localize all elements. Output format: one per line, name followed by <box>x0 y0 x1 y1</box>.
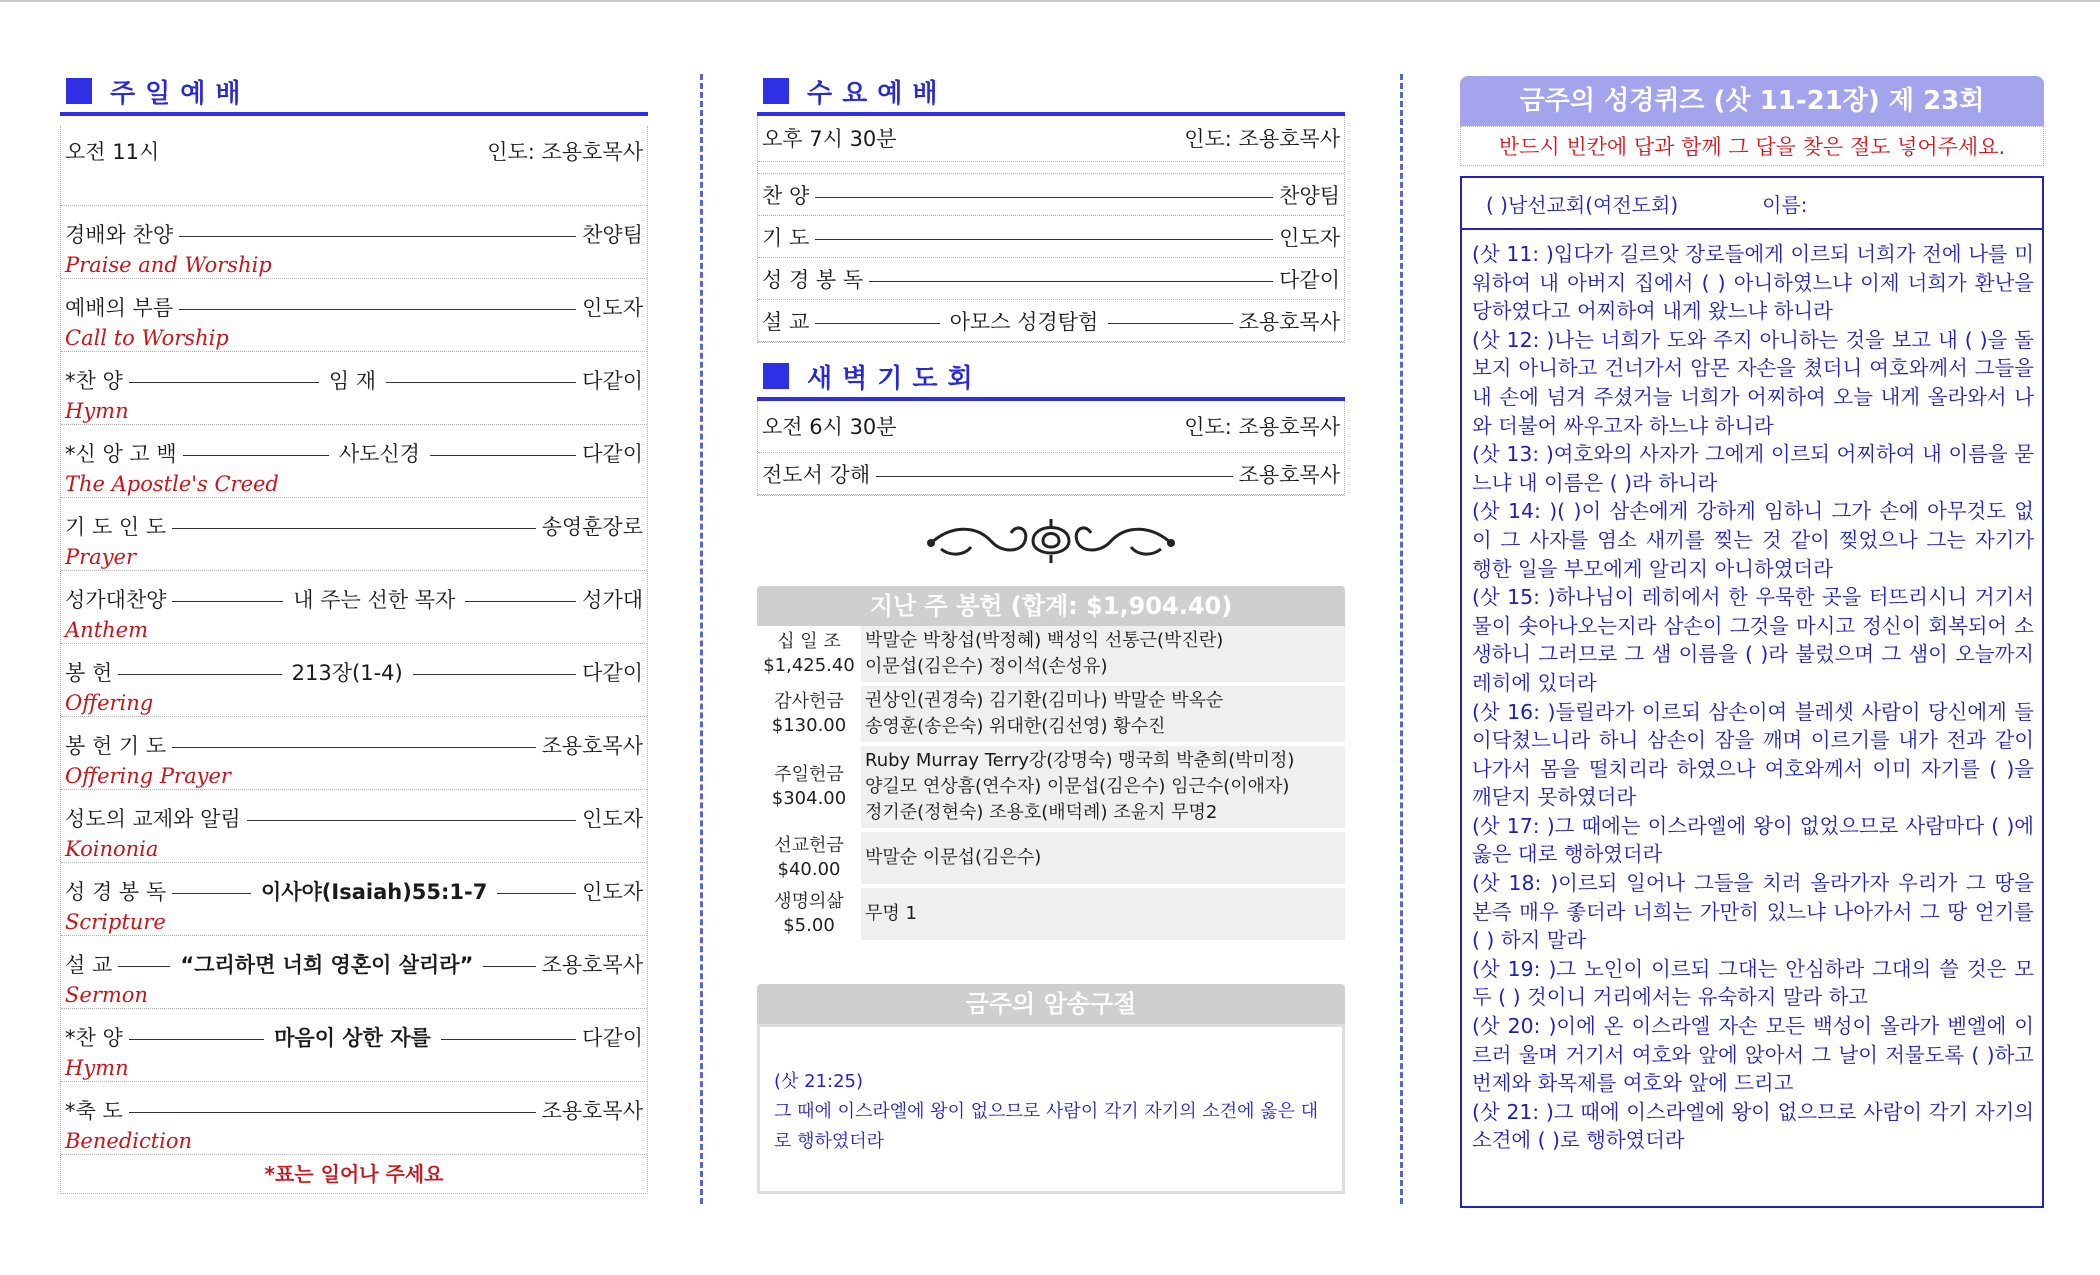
order-item <box>61 498 647 571</box>
order-item <box>758 174 1344 216</box>
order-detail: 임 재 <box>328 369 377 393</box>
memory-ref: (삿 21:25) <box>774 1071 864 1092</box>
dawn-order-box <box>757 401 1345 496</box>
sunday-order-box <box>60 126 648 1194</box>
order-label: 경배와 찬양 <box>65 223 174 247</box>
flourish-icon <box>921 511 1181 571</box>
order-person: 조용호목사 <box>541 734 643 758</box>
leader-line <box>413 674 576 675</box>
order-english: Praise and Worship <box>65 253 272 277</box>
square-bullet-icon <box>763 78 789 104</box>
donor-line: 박말순 이문섭(김은수) <box>865 847 1042 868</box>
quiz-title: 금주의 성경퀴즈 (삿 11-21장) 제 23회 <box>1460 76 2044 126</box>
order-line <box>65 946 643 982</box>
dawn-leader: 인도: 조용호목사 <box>1184 415 1340 439</box>
quiz-question: (삿 17: )그 때에는 이스라엘에 왕이 없었으므로 사람마다 ( )에 옳은 대로 행하였더라 <box>1472 813 2034 867</box>
order-english: Anthem <box>65 618 148 642</box>
order-person: 다같이 <box>582 661 644 685</box>
order-detail: 아모스 성경탐험 <box>949 310 1099 334</box>
order-person: 다같이 <box>582 1026 644 1050</box>
order-line <box>762 258 1340 300</box>
quiz-question: (삿 13: )여호와의 사자가 그에게 이르되 어찌하여 내 이름을 묻느냐 내 이름은 ( )라 하니라 <box>1472 442 2034 495</box>
memory-text: 그 때에 이스라엘에 왕이 없으므로 사람이 각기 자기의 소견에 옳은 대로 행하였더라 <box>774 1101 1319 1152</box>
wednesday-leader: 인도: 조용호목사 <box>1184 127 1340 151</box>
offering-label: 생명의삶 <box>774 891 844 912</box>
order-label: 봉 헌 기 도 <box>65 734 167 758</box>
order-person: 다같이 <box>582 369 644 393</box>
offering-row <box>757 626 1345 684</box>
quiz-question: (삿 14: )( )이 삼손에게 강하게 임하니 그가 손에 아무것도 없이 그 사자를 염소 새끼를 찢는 것 같이 찢었으나 그는 자기가 행한 일을 부모에게 알리지 아니하였더라 <box>1472 499 2034 581</box>
order-person: 조용호목사 <box>541 953 643 977</box>
leader-line <box>129 1039 264 1040</box>
offering-amount: $40.00 <box>777 859 841 880</box>
leader-line <box>172 601 283 602</box>
quiz-questions <box>1462 230 2042 1155</box>
order-label: 설 교 <box>762 310 810 334</box>
order-item <box>61 863 647 936</box>
offering-category <box>757 744 861 830</box>
order-person: 인도자 <box>582 880 644 904</box>
order-person: 인도자 <box>582 296 643 320</box>
offering-names <box>861 886 1345 942</box>
order-line <box>65 508 643 544</box>
order-person: 찬양팀 <box>1279 184 1340 208</box>
order-english: Hymn <box>65 1056 129 1080</box>
leader-line <box>129 1112 536 1113</box>
offering-category <box>757 626 861 684</box>
offering-table <box>757 626 1345 944</box>
order-item <box>758 258 1344 300</box>
leader-line <box>129 382 319 383</box>
offering-row <box>757 684 1345 744</box>
church-group-field[interactable]: ( )남선교회(여전도회) <box>1486 192 1679 217</box>
quiz-question: (삿 11: )입다가 길르앗 장로들에게 이르되 너희가 전에 나를 미워하여 내 아버지 집에서 ( ) 아니하였느냐 이제 너희가 환난을 당하였다고 어찌하여 내게 왔느냐 하니라 <box>1472 242 2034 324</box>
memory-title: 금주의 암송구절 <box>757 984 1345 1024</box>
leader-line <box>118 966 170 967</box>
offering-names <box>861 626 1345 684</box>
quiz-question: (삿 21: )그 때에 이스라엘에 왕이 없으므로 사람이 각기 자기의 소견에 ( )로 행하였더라 <box>1472 1099 2034 1153</box>
order-label: *찬 양 <box>65 1026 123 1050</box>
order-item <box>61 936 647 1009</box>
dawn-time: 오전 6시 30분 <box>762 415 897 439</box>
order-line <box>65 362 643 398</box>
order-line <box>65 581 643 617</box>
leader-line <box>465 601 576 602</box>
wednesday-order-list <box>758 174 1344 342</box>
leader-line <box>869 281 1273 282</box>
wednesday-order-box <box>757 116 1345 343</box>
sunday-time-row <box>61 126 647 206</box>
offering-amount: $130.00 <box>771 715 847 736</box>
leader-line <box>247 820 577 821</box>
standing-note: *표는 일어나 주세요 <box>264 1162 444 1186</box>
offering-row <box>757 830 1345 886</box>
order-item <box>61 571 647 644</box>
order-label: *신 앙 고 백 <box>65 442 177 466</box>
leader-line <box>172 528 535 529</box>
wednesday-column <box>757 70 1345 1194</box>
spacer-row <box>758 162 1344 174</box>
leader-line <box>497 893 576 894</box>
order-item <box>758 300 1344 342</box>
order-english: Koinonia <box>65 837 159 861</box>
order-item <box>61 279 647 352</box>
leader-line <box>441 1039 576 1040</box>
order-english: Benediction <box>65 1129 193 1153</box>
offering-names <box>861 830 1345 886</box>
quiz-info-row <box>1462 178 2042 230</box>
offering-amount: $5.00 <box>783 915 835 936</box>
order-english: Hymn <box>65 399 129 423</box>
square-bullet-icon <box>763 363 789 389</box>
order-label: 성 경 봉 독 <box>762 268 864 292</box>
donor-line: Ruby Murray Terry강(강명숙) 맹국희 박춘희(박미정) <box>865 750 1295 771</box>
order-person: 다같이 <box>582 442 643 466</box>
dawn-title: 새벽기도회 <box>757 355 1345 401</box>
quiz-question: (삿 15: )하나님이 레히에서 한 우묵한 곳을 터뜨리시니 거기서 물이 솟아나오는지라 삼손이 그것을 마시고 정신이 회복되어 소생하니 그러므로 그 샘 이름을 ( )라 불렀으며 그 샘이 오늘까지 레히에 있더라 <box>1472 585 2034 695</box>
quiz-question: (삿 20: )이에 온 이스라엘 자손 모든 백성이 올라가 벧엘에 이르러 울며 거기서 여호와 앞에 앉아서 그 날이 저물도록 ( )하고 번제와 화목제를 여호와 앞에 드리고 <box>1472 1014 2034 1096</box>
leader-line <box>172 893 251 894</box>
leader-line <box>815 197 1273 198</box>
sunday-title: 주일예배 <box>60 70 648 116</box>
offering-row <box>757 744 1345 830</box>
dawn-item-row: 전도서 강해 조용호목사 <box>758 453 1344 495</box>
donor-line: 이문섭(김은수) 정이석(손성유) <box>865 656 1108 677</box>
leader-line <box>179 309 576 310</box>
leader-line <box>172 747 535 748</box>
offering-category <box>757 886 861 942</box>
order-line <box>762 300 1340 342</box>
order-label: 성도의 교제와 알림 <box>65 807 241 831</box>
order-item <box>758 216 1344 258</box>
order-item <box>61 425 647 498</box>
leader-line <box>118 674 281 675</box>
order-item <box>61 644 647 717</box>
quiz-answer-box <box>1460 176 2044 1208</box>
order-label: *축 도 <box>65 1099 123 1123</box>
offering-label: 주일헌금 <box>774 764 844 785</box>
order-item <box>61 352 647 425</box>
wednesday-time: 오후 7시 30분 <box>762 127 897 151</box>
order-line <box>65 1092 643 1128</box>
order-line <box>65 1019 643 1055</box>
leader-line <box>179 236 576 237</box>
order-item <box>61 206 647 279</box>
leader-line <box>1108 323 1232 324</box>
order-label: 기 도 <box>762 226 810 250</box>
order-detail: 내 주는 선한 목자 <box>293 588 456 612</box>
wednesday-title: 수요예배 <box>757 70 1345 116</box>
order-person: 찬양팀 <box>582 223 643 247</box>
sunday-order-list <box>61 206 647 1155</box>
quiz-question: (삿 12: )나는 너희가 도와 주지 아니하는 것을 보고 내 ( )을 돌보지 아니하고 건너가서 암몬 자손을 쳤더니 여호와께서 그들을 내 손에 넘겨 주셨거늘 너희가 어찌하여 오늘 내게 올라와서 나와 더불어 싸우고자 하느냐 하니라 <box>1472 327 2034 438</box>
donor-line: 권상인(권경숙) 김기환(김미나) 박말순 박옥순 <box>865 690 1224 711</box>
order-english: Offering <box>65 691 154 715</box>
quiz-question: (삿 19: )그 노인이 이르되 그대는 안심하라 그대의 쓸 것은 모두 ( ) 것이니 거리에서는 유숙하지 말라 하고 <box>1472 956 2034 1010</box>
order-line <box>65 216 643 252</box>
offering-names <box>861 744 1345 830</box>
order-english: Call to Worship <box>65 326 229 350</box>
offering-label: 감사헌금 <box>774 691 844 712</box>
order-line <box>65 654 643 690</box>
square-bullet-icon <box>66 78 92 104</box>
order-line <box>65 727 643 763</box>
offering-amount: $304.00 <box>771 788 847 809</box>
leader-line <box>386 382 576 383</box>
quiz-question: (삿 18: )이르되 일어나 그들을 치러 올라가자 우리가 그 땅을 본즉 매우 좋더라 너희는 가만히 있느냐 나아가서 그 땅 얻기를 ( ) 하지 말라 <box>1472 871 2034 953</box>
leader-line <box>815 239 1273 240</box>
donor-line: 박말순 박창섭(박정혜) 백성익 선통근(박진란) <box>865 630 1224 651</box>
order-label: 찬 양 <box>762 184 810 208</box>
order-person: 다같이 <box>1279 268 1340 292</box>
offering-label: 십 일 조 <box>777 631 841 652</box>
donor-line: 송영훈(송은숙) 위대한(김선영) 황수진 <box>865 716 1166 737</box>
order-person: 조용호목사 <box>1238 310 1340 334</box>
order-line <box>65 873 643 909</box>
order-line <box>762 216 1340 258</box>
quiz-question: (삿 16: )들릴라가 이르되 삼손이여 블레셋 사람이 당신에게 들이닥쳤느니라 하니 삼손이 잠을 깨며 이르기를 내가 전과 같이 나가서 몸을 떨치리라 하였으나 여호와께서 이미 자기를 ( )을 깨닫지 못하였더라 <box>1472 699 2034 810</box>
order-label: 예배의 부름 <box>65 296 174 320</box>
order-line <box>65 800 643 836</box>
donor-line: 정기준(정현숙) 조용호(배덕례) 조윤지 무명2 <box>865 802 1218 823</box>
order-label: 기 도 인 도 <box>65 515 167 539</box>
offering-row <box>757 886 1345 942</box>
leader-line <box>815 323 939 324</box>
order-item <box>61 1082 647 1155</box>
memory-verse-box <box>757 1024 1345 1194</box>
column-divider <box>1400 74 1403 1204</box>
order-label: 성 경 봉 독 <box>65 880 167 904</box>
offering-title: 지난 주 봉헌 (합계: $1,904.40) <box>757 586 1345 626</box>
order-english: Sermon <box>65 983 148 1007</box>
name-field-label[interactable]: 이름: <box>1762 192 1808 217</box>
donor-line: 무명 1 <box>865 903 917 924</box>
ornament-divider <box>757 496 1345 586</box>
top-border <box>0 0 2100 2</box>
order-item <box>61 790 647 863</box>
order-english: Offering Prayer <box>65 764 231 788</box>
order-label: 설 교 <box>65 953 113 977</box>
sunday-time: 오전 11시 <box>65 140 160 164</box>
offering-amount: $1,425.40 <box>763 655 855 676</box>
order-person: 성가대 <box>582 588 644 612</box>
order-line <box>65 289 643 325</box>
column-divider <box>700 74 703 1204</box>
order-english: The Apostle's Creed <box>65 472 279 496</box>
order-label: 봉 헌 <box>65 661 113 685</box>
sunday-service-column <box>60 70 648 1194</box>
order-label: 성가대찬양 <box>65 588 167 612</box>
order-detail: 이사야(Isaiah)55:1-7 <box>260 880 488 904</box>
donor-line: 양길모 연상흠(연수자) 이문섭(김은수) 임근수(이애자) <box>865 776 1290 797</box>
offering-category <box>757 684 861 744</box>
order-person: 조용호목사 <box>541 1099 643 1123</box>
quiz-column <box>1460 76 2044 1208</box>
order-person: 인도자 <box>582 807 643 831</box>
leader-line <box>430 455 576 456</box>
order-person: 송영훈장로 <box>541 515 643 539</box>
wednesday-time-row <box>758 116 1344 162</box>
order-english: Prayer <box>65 545 137 569</box>
quiz-instruction: 반드시 빈칸에 답과 함께 그 답을 찾은 절도 넣어주세요. <box>1460 126 2044 166</box>
offering-label: 선교헌금 <box>774 835 844 856</box>
order-detail: 마음이 상한 자를 <box>274 1026 431 1050</box>
leader-line <box>483 966 535 967</box>
order-detail: 213장(1-4) <box>291 661 403 685</box>
order-label: *찬 양 <box>65 369 123 393</box>
sunday-leader: 인도: 조용호목사 <box>487 140 643 164</box>
order-english: Scripture <box>65 910 166 934</box>
order-person: 인도자 <box>1279 226 1340 250</box>
offering-names <box>861 684 1345 744</box>
order-detail: 사도신경 <box>338 442 420 466</box>
order-line <box>762 174 1340 216</box>
offering-category <box>757 830 861 886</box>
leader-line <box>183 455 329 456</box>
dawn-time-row <box>758 401 1344 453</box>
order-line <box>65 435 643 471</box>
order-item <box>61 717 647 790</box>
order-item <box>61 1009 647 1082</box>
order-detail: “그리하면 너희 영혼이 살리라” <box>180 953 474 977</box>
